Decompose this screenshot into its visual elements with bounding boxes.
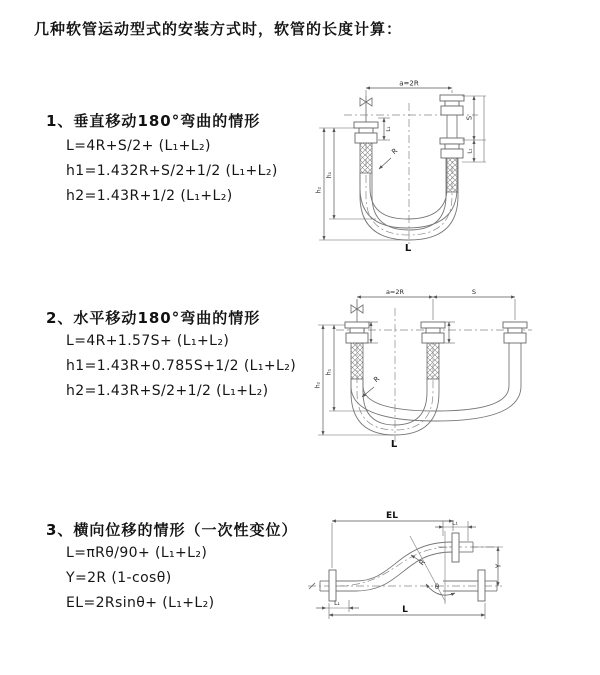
section-3-heading: 3、横向位移的情形（一次性变位） <box>46 521 298 539</box>
dim-label-h1: h₁ <box>326 171 333 179</box>
section-2-formula-h1: h1=1.43R+0.785S+1/2 (L₁+L₂) <box>66 358 297 374</box>
dimension-lines <box>315 288 516 435</box>
dim-label-s: S <box>471 288 477 296</box>
section-1-formula-L: L=4R+S/2+ (L₁+L₂) <box>66 138 211 154</box>
dimension-lines <box>316 80 487 241</box>
length-label: L <box>404 243 412 254</box>
dim-label-y: Y <box>494 563 503 569</box>
dim-label-l1-bottom: L₁ <box>334 600 340 607</box>
dim-label-a2r: a=2R <box>385 288 405 296</box>
dim-label-l1-top: L₁ <box>452 519 458 527</box>
radius-label: R <box>390 146 400 157</box>
section-3-formula-EL: EL=2Rsinθ+ (L₁+L₂) <box>66 595 215 611</box>
diagram-vertical-180-bend <box>300 72 590 258</box>
annotation-labels <box>379 147 412 254</box>
section-1-formula-h2: h2=1.43R+1/2 (L₁+L₂) <box>66 188 233 204</box>
section-3-formula-L: L=πRθ/90+ (L₁+L₂) <box>66 545 208 561</box>
valve-icon <box>360 96 372 122</box>
dimension-lines <box>316 511 503 619</box>
dim-label-h2: h₂ <box>315 186 323 194</box>
section-1-formula-h1: h1=1.432R+S/2+1/2 (L₁+L₂) <box>66 163 278 179</box>
dim-label-el: EL <box>386 511 398 521</box>
dim-label-l1-left: L₁ <box>386 126 392 132</box>
dim-label-s: S <box>465 115 474 121</box>
radius-label: R <box>372 374 382 385</box>
section-1-heading: 1、垂直移动180°弯曲的情形 <box>46 112 261 130</box>
dim-label-l1-right: L₁ <box>467 148 474 154</box>
section-2-formula-L: L=4R+1.57S+ (L₁+L₂) <box>66 333 230 349</box>
angle-label: θ <box>434 583 440 591</box>
annotation-labels <box>411 555 427 567</box>
braided-hose-sections <box>351 343 521 379</box>
page-title: 几种软管运动型式的安装方式时，软管的长度计算： <box>34 20 403 38</box>
centerlines <box>308 547 502 589</box>
dim-label-h2: h₂ <box>314 381 322 389</box>
diagram-lateral-displacement <box>300 503 600 630</box>
section-2-heading: 2、水平移动180°弯曲的情形 <box>46 309 261 327</box>
section-2-formula-h2: h2=1.43R+S/2+1/2 (L₁+L₂) <box>66 383 269 399</box>
diagram-horizontal-180-bend <box>300 282 600 454</box>
dim-label-l: L <box>402 605 408 615</box>
section-3-formula-Y: Y=2R (1-cosθ) <box>66 570 172 586</box>
radius-label: R <box>417 558 428 568</box>
dim-label-h1: h₁ <box>325 368 333 376</box>
dim-label-a2r: a=2R <box>399 79 419 88</box>
valve-icon <box>351 299 363 322</box>
pipe-fittings <box>345 322 527 343</box>
length-label: L <box>390 439 398 450</box>
